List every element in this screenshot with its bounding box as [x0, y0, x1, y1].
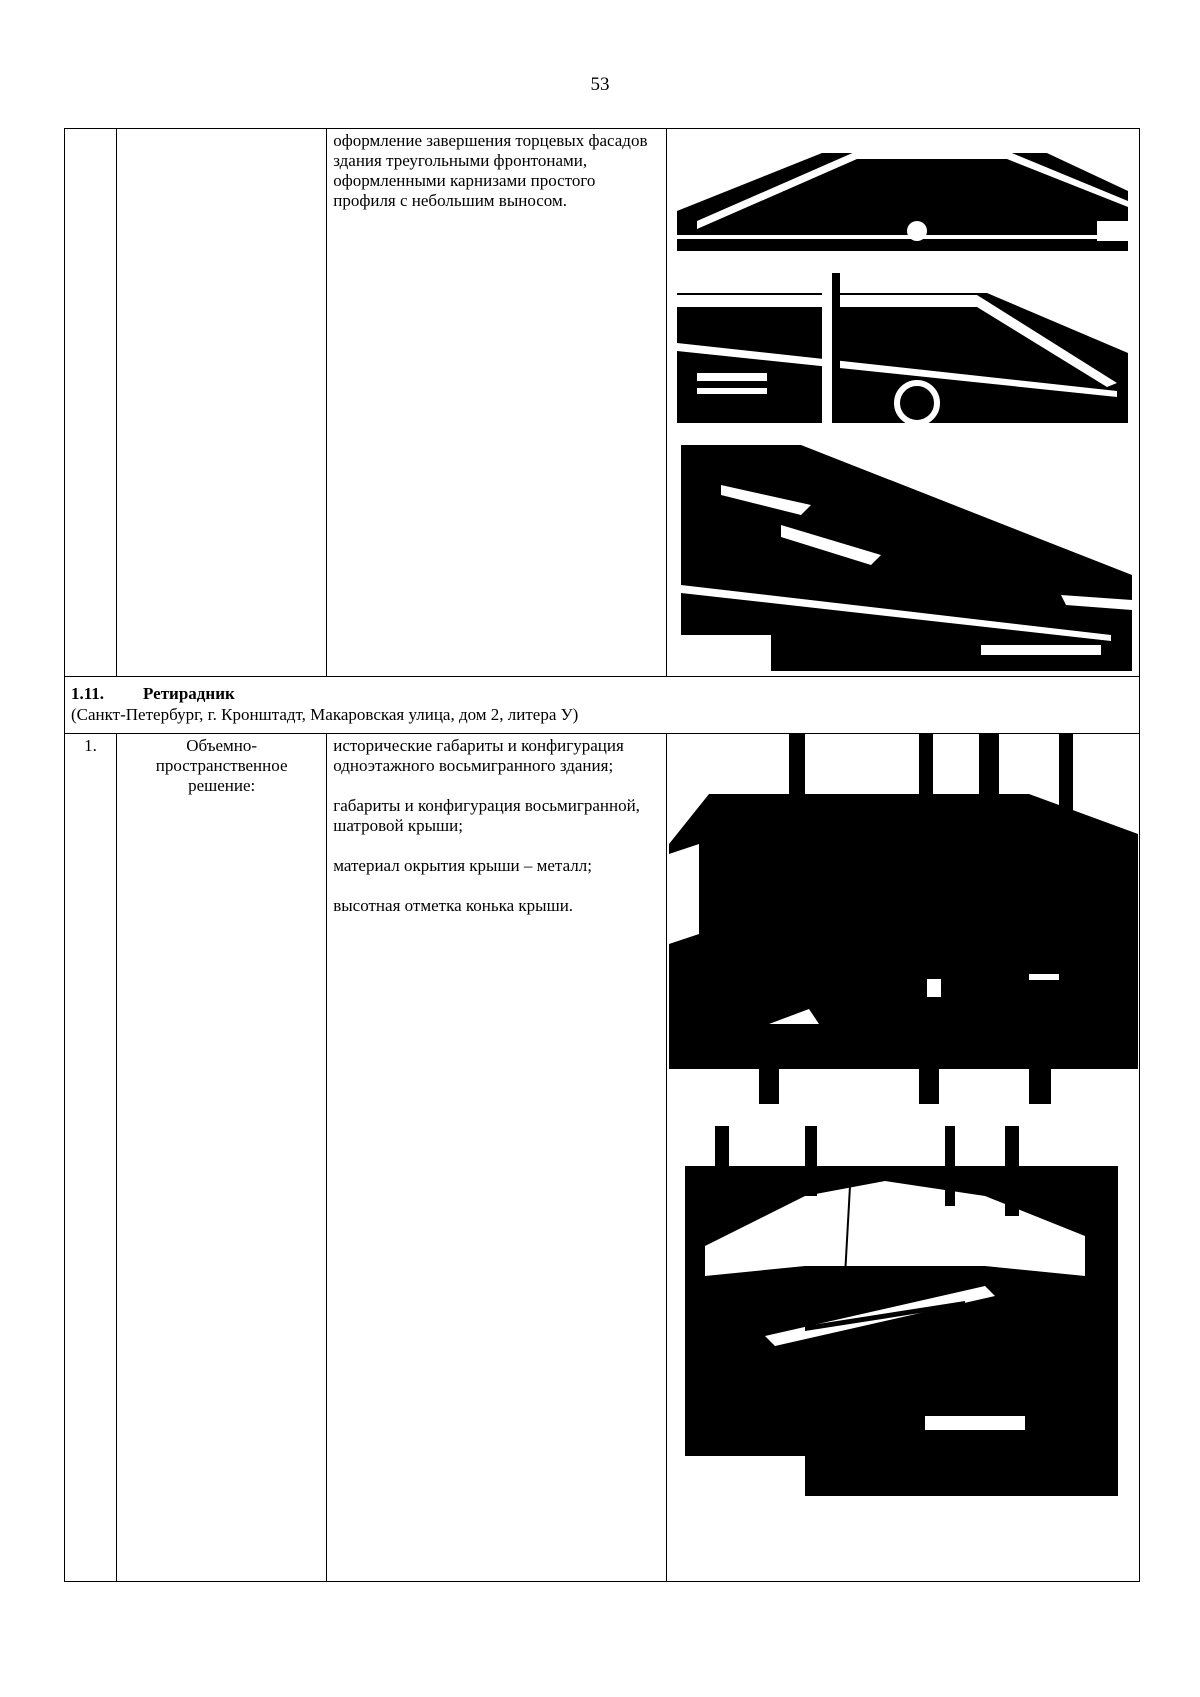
list-item: исторические габариты и конфигурация одноэтажного восьмигранного здания;	[333, 736, 624, 775]
row-number: 1.	[84, 736, 97, 755]
continuation-row	[65, 129, 1140, 677]
list-item: высотная отметка конька крыши.	[333, 896, 574, 915]
protected-features-table	[64, 128, 1140, 1582]
photo-cell	[666, 734, 1139, 1582]
gable-photo-3	[681, 445, 1132, 671]
page-number: 53	[590, 74, 610, 95]
section-address: (Санкт-Петербург, г. Кронштадт, Макаровская улица, дом 2, литера У)	[71, 705, 579, 724]
building-photo-2	[685, 1126, 1118, 1496]
section-title: Ретирадник	[143, 684, 235, 703]
section-header-row	[65, 677, 1140, 734]
name-cell	[117, 734, 327, 1582]
section-number: 1.11.	[71, 684, 105, 703]
gable-photo-2	[677, 273, 1128, 423]
description-cell	[327, 734, 666, 1582]
description-text: оформление завершения торцевых фасадов здания треугольными фронтонами, оформленными карнизами простого профиля с небольшим выносом.	[333, 131, 648, 210]
table-row	[65, 734, 1140, 1582]
number-cell	[65, 734, 117, 1582]
list-item: материал окрытия крыши – металл;	[333, 856, 592, 875]
number-cell	[65, 129, 117, 677]
list-item: габариты и конфигурация восьмигранной, шатровой крыши;	[333, 796, 640, 835]
name-cell	[117, 129, 327, 677]
section-header-cell	[65, 677, 1140, 734]
photo-cell	[666, 129, 1139, 677]
section-header	[65, 677, 1139, 733]
row-description	[327, 734, 665, 916]
row-name: Объемно-пространственное решение:	[155, 736, 288, 795]
description-cell	[327, 129, 666, 677]
gable-photo-1	[677, 131, 1128, 251]
building-photo-1	[669, 734, 1138, 1104]
